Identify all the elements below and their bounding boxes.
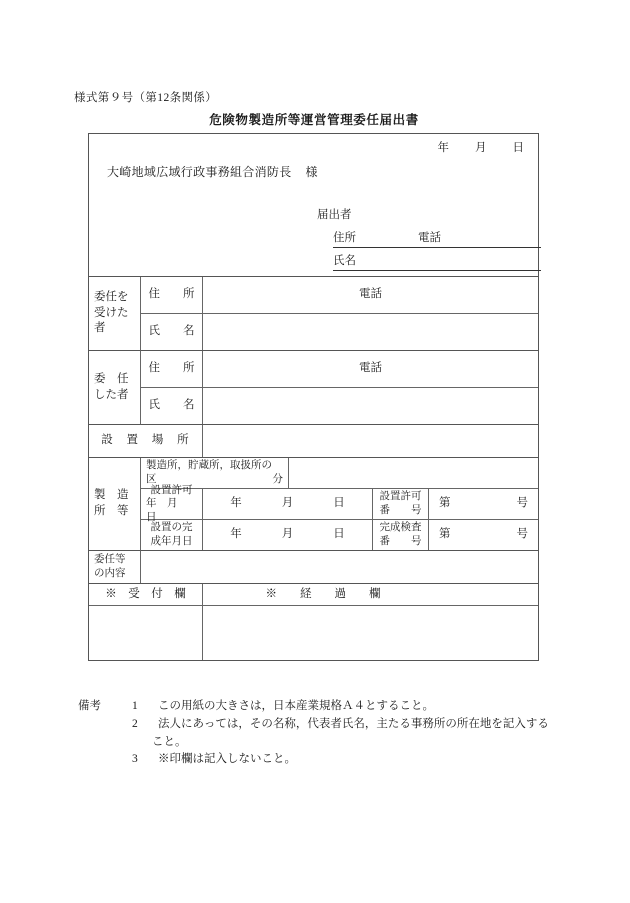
delegator-address-value[interactable] — [203, 351, 538, 387]
main-form-table — [88, 133, 539, 661]
facility-permit-no-label — [373, 489, 429, 519]
remarks-line-3 — [78, 751, 558, 769]
facility-inspection-no-label-line1: 完成検査 — [379, 522, 422, 534]
facility-permit-row — [89, 484, 538, 523]
delegatee-address-label: 住 所 — [141, 277, 203, 313]
inspection-no-prefix: 第 — [439, 528, 451, 541]
delegation-content-row — [89, 551, 538, 584]
remarks-item-1-num: 1 — [132, 700, 138, 712]
delegation-content-label-line2: の内容 — [94, 568, 126, 579]
delegation-content-label — [89, 551, 141, 583]
permit-date-year-label: 年 — [230, 497, 242, 510]
remarks-block — [78, 698, 558, 769]
facility-category-label-bun: 分 — [272, 474, 283, 485]
facility-completion-date-label-line2: 成年月日 — [150, 536, 193, 547]
delegator-group-label: 委 任した者 — [89, 351, 141, 425]
permit-no-suffix: 号 — [516, 497, 528, 510]
header-block — [89, 134, 538, 276]
permit-no-prefix: 第 — [439, 497, 451, 510]
remarks-title: 備考 — [78, 700, 101, 712]
official-header-row — [89, 584, 538, 606]
facility-inspection-no-value[interactable] — [429, 520, 538, 550]
delegator-name-label: 氏 名 — [141, 388, 203, 424]
date-line — [438, 141, 525, 157]
header-block-row — [89, 134, 538, 277]
location-label: 設 置 場 所 — [89, 425, 203, 457]
submitter-label: 届出者 — [317, 209, 352, 221]
progress-column-label: ※ 経 過 欄 — [265, 587, 381, 600]
addressee-honorific: 様 — [305, 165, 318, 179]
facility-completion-row — [89, 520, 538, 551]
location-row — [89, 425, 538, 458]
delegatee-name-value[interactable] — [203, 314, 538, 350]
remarks-item-2-num: 2 — [132, 717, 138, 730]
completion-date-year-label: 年 — [230, 528, 242, 541]
location-value[interactable] — [203, 425, 538, 457]
delegator-name-value[interactable] — [203, 388, 538, 424]
date-day-label: 日 — [512, 142, 524, 154]
delegation-content-value[interactable] — [141, 551, 538, 583]
form-number: 様式第９号（第12条関係） — [74, 92, 218, 104]
page-title: 危険物製造所等運営管理委任届出書 — [209, 113, 419, 127]
delegatee-group-label: 委任を受けた者 — [89, 277, 141, 351]
submitter-tel-label: 電話 — [418, 232, 441, 244]
facility-permit-date-label-line2: 年 月 日 — [146, 498, 188, 523]
delegatee-tel-label: 電話 — [359, 288, 382, 301]
progress-column-value[interactable] — [203, 606, 538, 660]
inspection-no-suffix: 号 — [516, 528, 528, 541]
facility-permit-no-label-line2: 番 号 — [379, 505, 422, 516]
facility-category-value[interactable] — [289, 458, 538, 488]
receipt-column-value[interactable] — [89, 606, 203, 660]
facility-category-label-line1: 製造所，貯蔵所，取扱所の — [146, 460, 272, 472]
delegator-address-row — [89, 351, 538, 401]
submitter-block — [317, 208, 541, 277]
facility-inspection-no-label-line2: 番 号 — [379, 536, 422, 547]
addressee-name: 大崎地域広域行政事務組合消防長 — [107, 165, 292, 179]
date-year-label: 年 — [437, 142, 449, 154]
delegator-address-label: 住 所 — [141, 351, 203, 387]
facility-completion-date-value[interactable] — [203, 520, 373, 550]
remarks-item-2-cont: こと。 — [152, 735, 187, 748]
facility-category-label-ku: 区 — [146, 474, 157, 485]
facility-permit-no-label-line1: 設置許可 — [379, 491, 422, 503]
remarks-item-3-text: ※印欄は記入しないこと。 — [158, 753, 296, 766]
receipt-column-label: ※ 受 付 欄 — [89, 584, 203, 605]
facility-permit-no-value[interactable] — [429, 489, 538, 519]
facility-group-label: 製 造所 等 — [89, 458, 141, 551]
remarks-line-2 — [78, 716, 558, 734]
addressee — [107, 164, 318, 180]
delegator-name-row — [89, 388, 538, 425]
remarks-title-spacer-2 — [78, 751, 132, 769]
official-body-row — [89, 606, 538, 660]
permit-date-day-label: 日 — [333, 497, 345, 510]
remarks-item-2-text: 法人にあっては，その名称，代表者氏名，主たる事務所の所在地を記入する — [158, 717, 549, 730]
date-month-label: 月 — [475, 142, 487, 154]
facility-completion-date-label-line1: 設置の完 — [150, 522, 193, 534]
remarks-line-1 — [78, 698, 558, 716]
completion-date-month-label: 月 — [281, 528, 294, 541]
submitter-name-field[interactable] — [333, 254, 541, 271]
facility-permit-date-label-line1: 設置許可 — [150, 484, 193, 496]
submitter-name-label: 氏名 — [333, 255, 356, 267]
delegator-tel-label: 電話 — [359, 362, 382, 375]
facility-permit-date-value[interactable] — [203, 489, 373, 519]
remarks-item-1-text: この用紙の大きさは，日本産業規格Ａ４とすること。 — [158, 700, 434, 712]
delegatee-name-label: 氏 名 — [141, 314, 203, 350]
delegatee-name-row — [89, 314, 538, 351]
completion-date-day-label: 日 — [333, 528, 345, 541]
delegatee-address-value[interactable] — [203, 277, 538, 313]
remarks-item-3-num: 3 — [132, 753, 138, 766]
facility-permit-date-label — [141, 484, 203, 523]
facility-completion-date-label — [141, 520, 203, 550]
facility-inspection-no-label — [373, 520, 429, 550]
submitter-address-field[interactable] — [333, 231, 541, 248]
permit-date-month-label: 月 — [281, 497, 294, 510]
remarks-title-spacer — [78, 716, 132, 734]
delegation-content-label-line1: 委任等 — [94, 554, 126, 566]
submitter-address-label: 住所 — [333, 232, 356, 244]
